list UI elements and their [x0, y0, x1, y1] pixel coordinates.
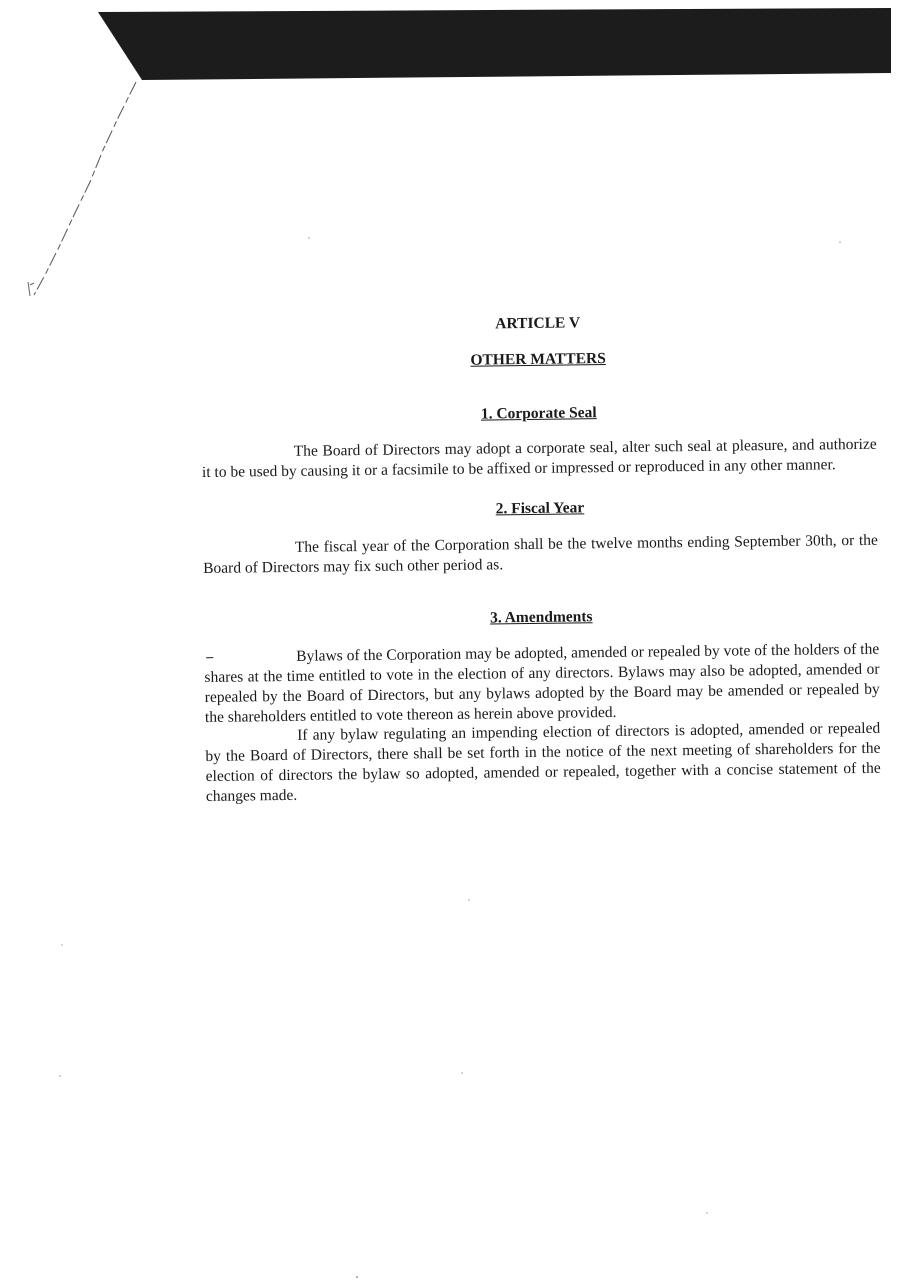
document-body [200, 302, 881, 807]
section-heading-corporate-seal: 1. Corporate Seal [480, 403, 597, 423]
margin-dash-mark: – [206, 650, 214, 666]
black-header-band [98, 8, 891, 80]
corporate-seal-paragraph: The Board of Directors may adopt a corporate seal, alter such seal at pleasure, and authorize it to be used by causing it or a facsimile to be affixed or impressed or reproduced in any other manner. [201, 436, 877, 482]
article-title: ARTICLE V [495, 314, 581, 333]
amendments-paragraph-wrapper [204, 640, 880, 727]
scan-edge-line [34, 82, 136, 295]
section-heading-amendments: 3. Amendments [489, 608, 593, 627]
scan-edge-mark [28, 282, 34, 296]
section-heading-fiscal-year: 2. Fiscal Year [495, 499, 585, 518]
fiscal-year-paragraph: The fiscal year of the Corporation shall be the twelve months ending September 30th, or the Board of Directors may fix such other period as. [203, 531, 878, 577]
amendments-paragraph-1: Bylaws of the Corporation may be adopted, amended or repealed by vote of the holders of the shares at the time entitled to vote in the election of any directors. Bylaws may also be adopted, amended or repealed by the Board of Directors, but any bylaws adopted by the Board may be amended or repealed by the shareholders entitled to vote thereon as herein above provided. [204, 640, 880, 726]
amendments-paragraph-2: If any bylaw regulating an impending election of directors is adopted, amended or repealed by the Board of Directors, there shall be set forth in the notice of the next meeting of shareholders for the election of directors the bylaw so adopted, amended or repealed, together with a concise statement of the changes made. [205, 720, 881, 805]
article-subtitle: OTHER MATTERS [470, 349, 606, 369]
